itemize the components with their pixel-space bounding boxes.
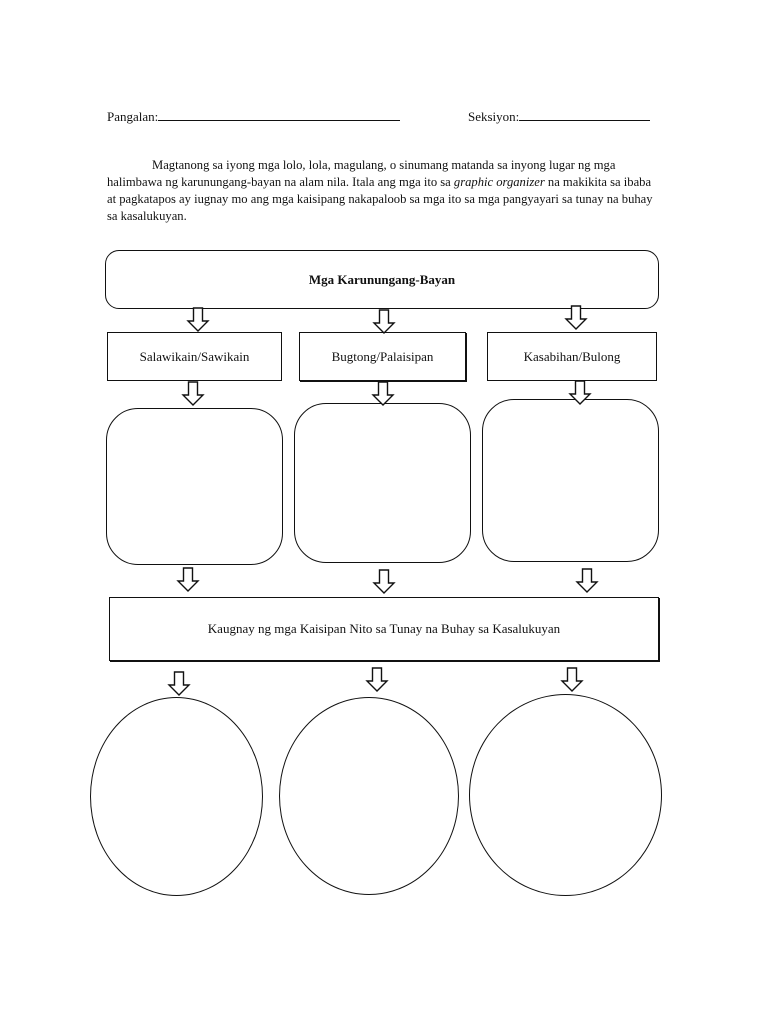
down-arrow-icon: [169, 672, 189, 695]
down-arrow-icon: [188, 308, 208, 331]
instructions-text-2: na makikita sa ibaba at pagkatapos ay iugnay mo ang mga kaisipang nakapaloob sa mga ito sa mga pangyayari sa tunay na buhay sa kasalukuyan.: [107, 175, 653, 223]
down-arrow-icon: [373, 382, 393, 405]
instructions-emphasis: graphic organizer: [453, 175, 545, 189]
category-label-bugtong: Bugtong/Palaisipan: [331, 348, 434, 364]
category-label-kasabihan: Kasabihan/Bulong: [523, 348, 621, 364]
down-arrow-icon: [178, 568, 198, 591]
section-field[interactable]: [468, 108, 650, 125]
answer-ellipse-3[interactable]: [469, 694, 662, 896]
answer-ellipse-2[interactable]: [279, 697, 459, 895]
name-label: Pangalan:: [107, 109, 159, 124]
category-box-bugtong: [299, 332, 466, 381]
name-blank-line[interactable]: [158, 108, 400, 121]
answer-box-kasabihan[interactable]: [482, 399, 659, 562]
instructions-paragraph: [107, 157, 660, 225]
answer-ellipse-1[interactable]: [90, 697, 263, 896]
down-arrow-icon: [374, 310, 394, 333]
category-box-kasabihan: [487, 332, 657, 381]
section-blank-line[interactable]: [519, 108, 650, 121]
down-arrow-icon: [183, 382, 203, 405]
down-arrow-icon: [367, 668, 387, 691]
category-label-salawikain: Salawikain/Sawikain: [139, 348, 250, 364]
down-arrow-icon: [374, 570, 394, 593]
instructions-text-1: Magtanong sa iyong mga lolo, lola, magulang, o sinumang matanda sa inyong lugar ng mga halimbawa ng karunungang-bayan na alam nila. Itala ang mga ito sa: [107, 158, 616, 189]
name-field[interactable]: [107, 108, 400, 125]
answer-box-bugtong[interactable]: [294, 403, 471, 563]
organizer-title: Mga Karunungang-Bayan: [308, 271, 456, 287]
organizer-title-box: [105, 250, 659, 309]
connection-label: Kaugnay ng mga Kaisipan Nito sa Tunay na Buhay sa Kasalukuyan: [207, 621, 561, 636]
category-box-salawikain: [107, 332, 282, 381]
down-arrow-icon: [577, 569, 597, 592]
down-arrow-icon: [566, 306, 586, 329]
connection-box: [109, 597, 659, 661]
section-label: Seksiyon:: [468, 109, 520, 124]
answer-box-salawikain[interactable]: [106, 408, 283, 565]
down-arrow-icon: [562, 668, 582, 691]
